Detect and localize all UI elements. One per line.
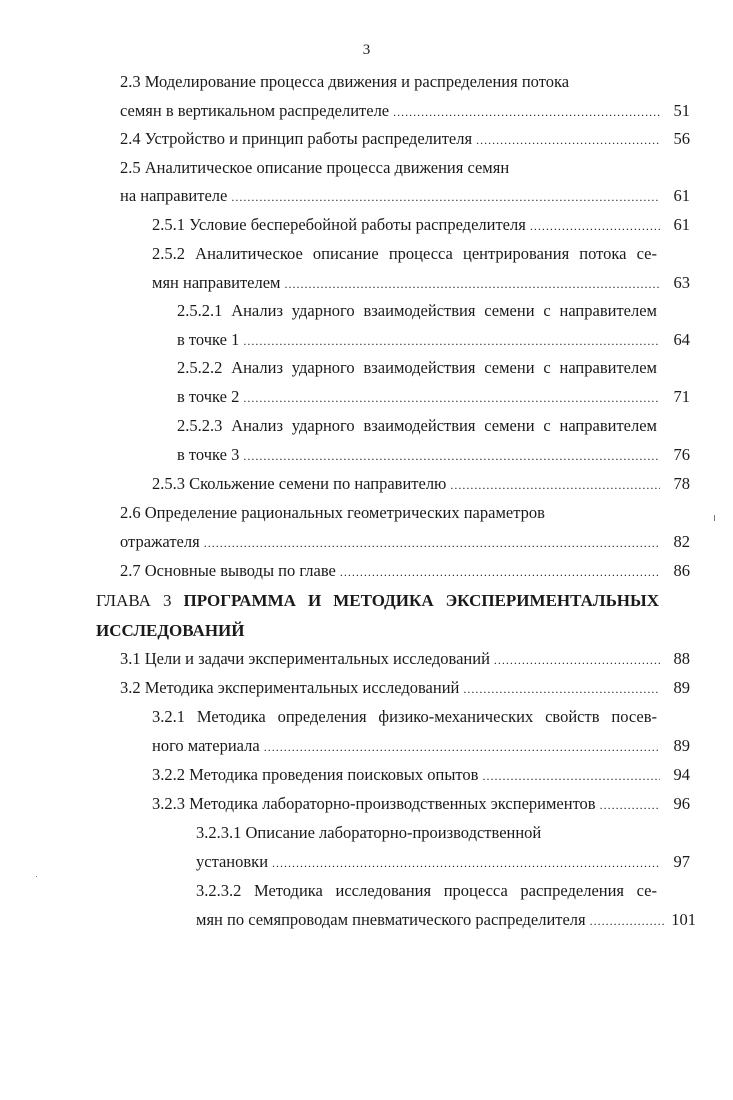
toc-page-number: 89	[673, 736, 690, 755]
dot-leader	[231, 185, 660, 209]
toc-entry-3-2-3-2-line1: 3.2.3.2 Методика исследования процесса распределения се-	[196, 881, 657, 900]
toc-entry-text: на направителе	[120, 186, 228, 205]
dot-leader	[476, 128, 660, 152]
toc-entry-text: ного материала	[152, 736, 260, 755]
toc-entry-text: 3.1 Цели и задачи экспериментальных исследований	[120, 649, 490, 668]
toc-entry-2-4[interactable]	[120, 127, 690, 151]
chapter-3-title-line1: ПРОГРАММА И МЕТОДИКА ЭКСПЕРИМЕНТАЛЬНЫХ	[183, 591, 659, 610]
dot-leader	[204, 531, 660, 555]
toc-page-number: 76	[673, 445, 690, 464]
dot-leader	[284, 272, 660, 296]
chapter-3-heading[interactable]	[96, 588, 659, 614]
toc-entry-3-2-3-1[interactable]	[196, 850, 690, 874]
toc-entry-2-5-2-1[interactable]	[177, 328, 690, 352]
dot-leader	[482, 764, 660, 788]
toc-entry-text: 3.2 Методика экспериментальных исследований	[120, 678, 460, 697]
toc-entry-text: 2.5.1 Условие бесперебойной работы распределителя	[152, 215, 526, 234]
toc-entry-text: 2.5.3 Скольжение семени по направителю	[152, 474, 447, 493]
dot-leader	[243, 444, 660, 468]
toc-entry-2-3-line1: 2.3 Моделирование процесса движения и распределения потока	[120, 72, 570, 91]
toc-page-number: 63	[673, 273, 690, 292]
toc-entry-3-1[interactable]	[120, 647, 690, 671]
toc-entry-text: мян по семяпроводам пневматического распределителя	[196, 910, 586, 929]
toc-entry-2-5-2-3-line1: 2.5.2.3 Анализ ударного взаимодействия семени с направителем	[177, 416, 657, 435]
toc-entry-3-2-3-2[interactable]	[196, 908, 696, 932]
toc-entry-text: в точке 1	[177, 330, 240, 349]
toc-entry-2-5-2-3[interactable]	[177, 443, 690, 467]
toc-page-number: 78	[673, 474, 690, 493]
toc-entry-3-2-3-1-line1: 3.2.3.1 Описание лабораторно-производственной	[196, 823, 542, 842]
dot-leader	[463, 677, 660, 701]
toc-entry-2-5-2-2[interactable]	[177, 385, 690, 409]
toc-page-number: 97	[673, 852, 690, 871]
toc-page-number: 88	[673, 649, 690, 668]
toc-page-number: 96	[673, 794, 690, 813]
toc-entry-text: в точке 3	[177, 445, 240, 464]
toc-page-number: 71	[673, 387, 690, 406]
toc-entry-3-2-3[interactable]	[152, 792, 690, 816]
dot-leader	[450, 473, 660, 497]
toc-entry-2-5-1[interactable]	[152, 213, 690, 237]
toc-entry-2-5-2-2-line1: 2.5.2.2 Анализ ударного взаимодействия семени с направителем	[177, 358, 657, 377]
toc-entry-3-2[interactable]	[120, 676, 690, 700]
toc-page-number: 101	[671, 910, 696, 929]
toc-entry-2-5-2[interactable]	[152, 271, 690, 295]
chapter-3-prefix: ГЛАВА 3	[96, 591, 172, 610]
toc-entry-text: установки	[196, 852, 269, 871]
toc-entry-2-7[interactable]	[120, 559, 690, 583]
toc-entry-text: 3.2.2 Методика проведения поисковых опытов	[152, 765, 479, 784]
toc-page-number: 61	[673, 186, 690, 205]
page-number: 3	[362, 42, 371, 58]
toc-page-number: 56	[673, 129, 690, 148]
chapter-3-title-line2-text: ИССЛЕДОВАНИЙ	[96, 621, 245, 640]
toc-entry-text: 2.7 Основные выводы по главе	[120, 561, 336, 580]
dot-leader	[530, 214, 660, 238]
toc-page-number: 89	[673, 678, 690, 697]
dot-leader	[393, 100, 660, 124]
toc-entry-3-2-2[interactable]	[152, 763, 690, 787]
toc-entry-text: 3.2.3 Методика лабораторно-производственных экспериментов	[152, 794, 596, 813]
toc-entry-2-5-line1: 2.5 Аналитическое описание процесса движения семян	[120, 158, 510, 177]
toc-page-number: 86	[673, 561, 690, 580]
toc-entry-2-5-2-line1: 2.5.2 Аналитическое описание процесса центрирования потока се-	[152, 244, 657, 263]
scan-speck	[36, 876, 37, 877]
dot-leader	[600, 793, 660, 817]
dot-leader	[272, 851, 660, 875]
dot-leader	[243, 329, 660, 353]
toc-entry-text: отражателя	[120, 532, 200, 551]
scan-speck	[714, 515, 715, 521]
dot-leader	[340, 560, 660, 584]
toc-page-number: 64	[673, 330, 690, 349]
toc-entry-text: мян направителем	[152, 273, 281, 292]
dot-leader	[494, 648, 660, 672]
toc-entry-text: в точке 2	[177, 387, 240, 406]
toc-entry-2-6-line1: 2.6 Определение рациональных геометрических параметров	[120, 503, 545, 522]
toc-entry-3-2-1-line1: 3.2.1 Методика определения физико-механических свойств посев-	[152, 707, 657, 726]
toc-entry-text: 2.4 Устройство и принцип работы распределителя	[120, 129, 473, 148]
toc-entry-2-3[interactable]	[120, 99, 690, 123]
toc-page-number: 51	[673, 101, 690, 120]
chapter-3-title-line2	[96, 618, 245, 644]
toc-page-number: 61	[673, 215, 690, 234]
toc-entry-text: семян в вертикальном распределителе	[120, 101, 390, 120]
toc-page-number: 94	[673, 765, 690, 784]
toc-page-number: 82	[673, 532, 690, 551]
toc-entry-3-2-1[interactable]	[152, 734, 690, 758]
toc-entry-2-5[interactable]	[120, 184, 690, 208]
toc-entry-2-5-2-1-line1: 2.5.2.1 Анализ ударного взаимодействия семени с направителем	[177, 301, 657, 320]
toc-entry-2-6[interactable]	[120, 530, 690, 554]
dot-leader	[264, 735, 660, 759]
dot-leader	[243, 386, 660, 410]
toc-entry-2-5-3[interactable]	[152, 472, 690, 496]
dot-leader	[590, 909, 666, 933]
